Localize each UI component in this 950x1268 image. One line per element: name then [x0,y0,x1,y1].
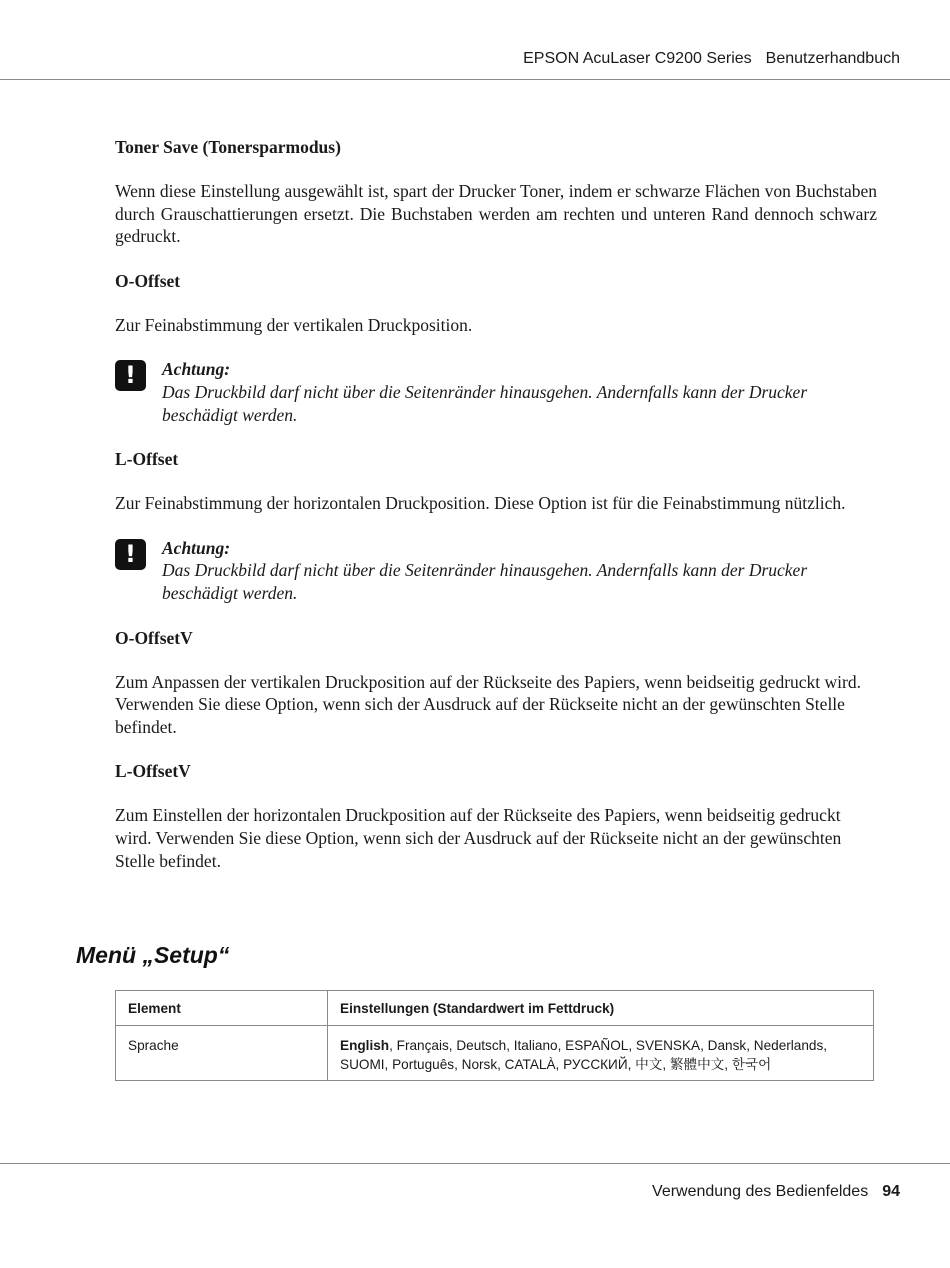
page-number: 94 [882,1183,900,1200]
setup-table [115,990,874,1081]
table-header-row [116,991,874,1026]
table-row [116,1026,874,1081]
exclamation-icon: ! [115,539,146,570]
paragraph-o-offset: Zur Feinabstimmung der vertikalen Druckposition. [115,314,473,335]
paragraph-o-offsetv: Zum Anpassen der vertikalen Druckposition auf der Rückseite des Papiers, wenn beidseitig gedruckt wird. Verwenden Sie diese Option, wenn sich der Ausdruck auf der Rückseite nicht an der gewünschten Stelle befindet. [115,671,861,737]
header-doc-type: Benutzerhandbuch [765,50,900,67]
paragraph-l-offset: Zur Feinabstimmung der horizontalen Druckposition. Diese Option ist für die Feinabstimmung nützlich. [115,493,846,514]
page-header [523,50,900,68]
table-cell-settings [328,1026,874,1081]
main-content [115,136,877,894]
caution-title: Achtung: [162,359,231,380]
heading-l-offset: L-Offset [115,449,179,470]
caution-text: Das Druckbild darf nicht über die Seitenränder hinausgehen. Andernfalls kann der Drucker beschädigt werden. [162,381,808,425]
table-cell-element: Sprache [116,1026,328,1081]
paragraph-l-offsetv: Zum Einstellen der horizontalen Druckposition auf der Rückseite des Papiers, wenn beidseitig gedruckt wird. Verwenden Sie diese Option, wenn sich der Ausdruck auf der Rückseite nicht an der gewünschten Stelle befindet. [115,805,842,871]
header-product: EPSON AcuLaser C9200 Series [523,50,752,67]
menu-setup-title: Menü „Setup“ [76,942,230,968]
table-header-settings: Einstellungen (Standardwert im Fettdruck) [328,991,874,1026]
default-value: English [340,1038,390,1053]
caution-note-o-offset [115,358,877,426]
footer-chapter: Verwendung des Bedienfeldes [652,1183,869,1200]
table-header-element: Element [116,991,328,1026]
caution-title: Achtung: [162,537,231,558]
heading-o-offset: O-Offset [115,270,181,291]
header-divider [0,79,950,80]
heading-o-offsetv: O-OffsetV [115,627,193,648]
heading-l-offsetv: L-OffsetV [115,761,191,782]
caution-text: Das Druckbild darf nicht über die Seitenränder hinausgehen. Andernfalls kann der Drucker beschädigt werden. [162,560,808,603]
caution-note-l-offset [115,537,877,605]
page-footer [652,1183,900,1201]
other-values: , Français, Deutsch, Italiano, ESPAÑOL, SVENSKA, Dansk, Nederlands, SUOMI, Português, Norsk, CATALÀ, РУССКИЙ, 中文, 繁體中文, 한국어 [340,1038,828,1072]
heading-toner-save: Toner Save (Tonersparmodus) [115,137,341,157]
exclamation-icon: ! [115,360,146,391]
paragraph-toner-save: Wenn diese Einstellung ausgewählt ist, spart der Drucker Toner, indem er schwarze Flächen von Buchstaben durch Grauschattierungen ersetzt. Die Buchstaben werden am rechten und unteren Rand dennoch schwarz gedruckt. [115,181,877,247]
footer-divider [0,1163,950,1164]
